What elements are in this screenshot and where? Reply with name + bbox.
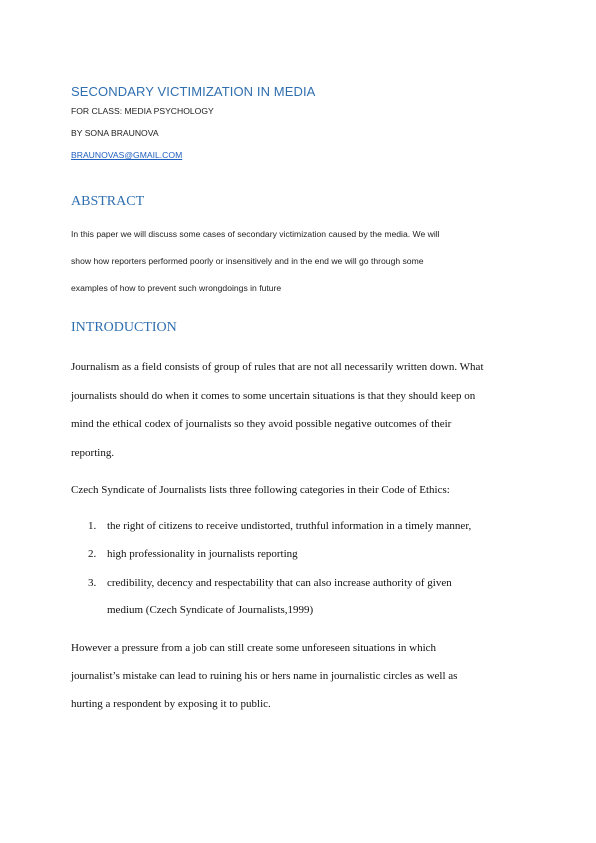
list-number: 2.	[88, 548, 97, 560]
paragraph-line: Czech Syndicate of Journalists lists three following categories in their Code of Ethics:	[71, 484, 450, 496]
paragraph-line: journalist’s mistake can lead to ruining his or hers name in journalistic circles as well as	[71, 670, 458, 682]
paragraph-line: reporting.	[71, 447, 115, 459]
paragraph-line: Journalism as a field consists of group of rules that are not all necessarily written down. What	[71, 361, 484, 373]
abstract-line: show how reporters performed poorly or insensitively and in the end we will go through some	[71, 256, 424, 266]
abstract-heading: ABSTRACT	[71, 194, 145, 209]
paragraph-line: journalists should do when it comes to some uncertain situations is that they should keep on	[71, 390, 476, 402]
list-item-text: credibility, decency and respectability that can also increase authority of given	[107, 577, 452, 589]
abstract-line: examples of how to prevent such wrongdoings in future	[71, 283, 282, 293]
class-line: FOR CLASS: MEDIA PSYCHOLOGY	[71, 106, 214, 116]
paragraph-line: hurting a respondent by exposing it to public.	[71, 698, 271, 710]
paragraph-line: mind the ethical codex of journalists so they avoid possible negative outcomes of their	[71, 418, 452, 430]
author-email-link[interactable]: BRAUNOVAS@GMAIL.COM	[71, 150, 183, 160]
paper-title: SECONDARY VICTIMIZATION IN MEDIA	[71, 84, 316, 99]
abstract-line: In this paper we will discuss some cases of secondary victimization caused by the media. We will	[71, 229, 440, 239]
list-item-text: medium (Czech Syndicate of Journalists,1999)	[107, 604, 314, 616]
list-number: 1.	[88, 520, 97, 532]
author-line: BY SONA BRAUNOVA	[71, 128, 159, 138]
list-number: 3.	[88, 577, 97, 589]
paragraph-line: However a pressure from a job can still create some unforeseen situations in which	[71, 642, 437, 654]
introduction-heading: INTRODUCTION	[71, 320, 177, 335]
list-item-text: high professionality in journalists reporting	[107, 548, 298, 560]
list-item-text: the right of citizens to receive undistorted, truthful information in a timely manner,	[107, 520, 472, 532]
